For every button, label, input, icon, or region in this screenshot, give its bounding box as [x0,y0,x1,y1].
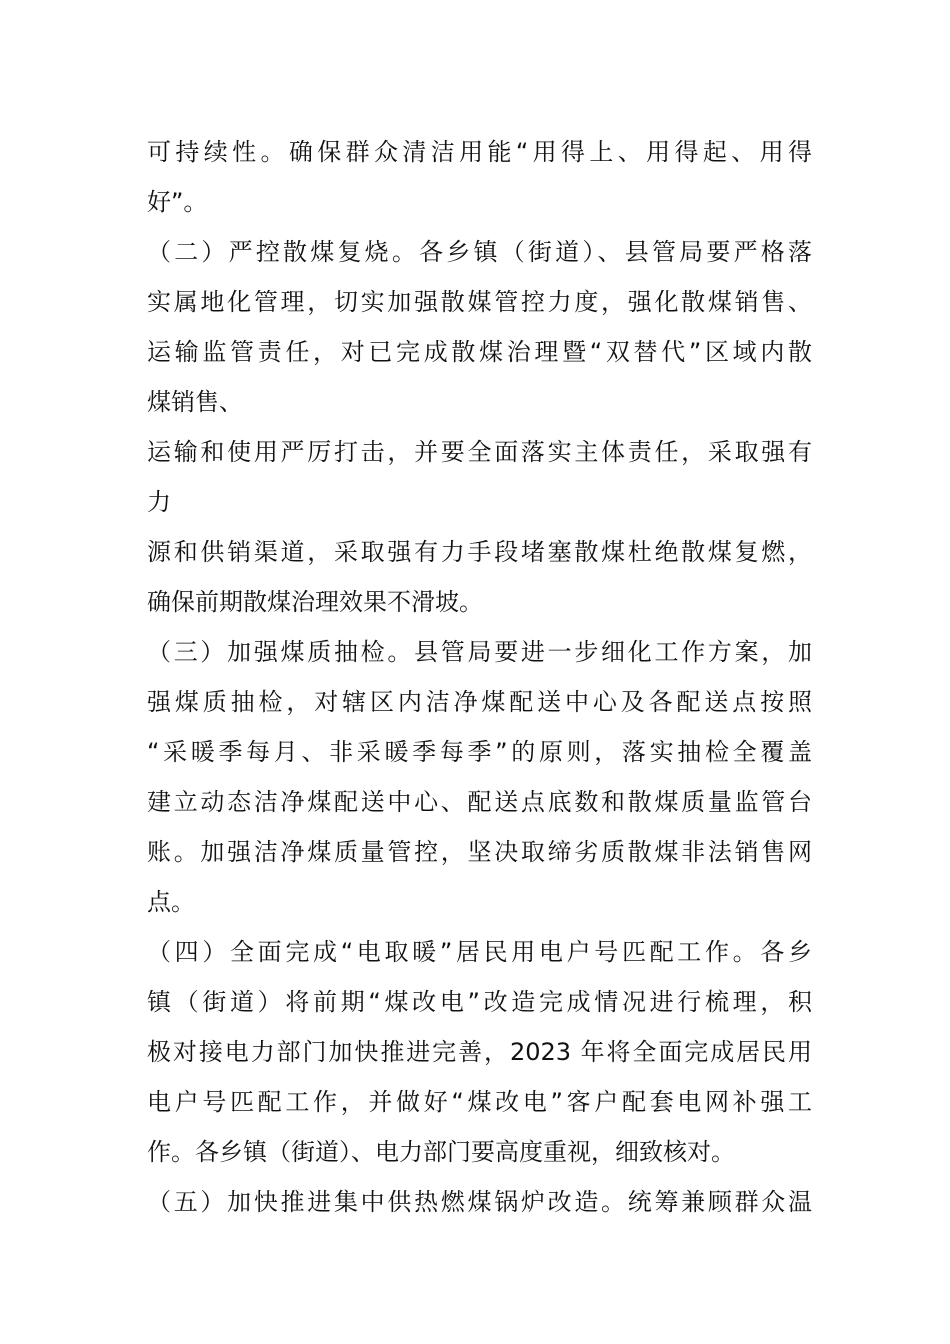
text-line: 好”。 [147,188,208,216]
text-line: 可持续性。确保群众清洁用能“用得上、用得起、用得 [147,138,812,166]
text-line: 确保前期散煤治理效果不滑坡。 [147,588,483,616]
text-line: 强煤质抽检，对辖区内洁净煤配送中心及各配送点按照 [147,688,812,716]
text-line: 镇（街道）将前期“煤改电”改造完成情况进行梳理，积 [147,988,812,1016]
text-line: （四）全面完成“电取暖”居民用电户号匹配工作。各乡 [147,938,812,966]
text-line: 运输和使用严厉打击，并要全面落实主体责任，采取强有 [147,438,812,466]
text-line: 实属地化管理，切实加强散媒管控力度，强化散煤销售、 [147,288,812,316]
text-line: 煤销售、 [147,388,243,416]
text-line: 作。各乡镇（街道）、电力部门要高度重视，细致核对。 [147,1138,735,1166]
text-line: 运输监管责任，对已完成散煤治理暨“双替代”区域内散 [147,338,812,366]
text-line: 建立动态洁净煤配送中心、配送点底数和散煤质量监管台 [147,788,812,816]
text-line: 点。 [147,888,195,916]
text-line: （二）严控散煤复烧。各乡镇（街道）、县管局要严格落 [147,238,812,266]
text-line: 电户号匹配工作，并做好“煤改电”客户配套电网补强工 [147,1088,812,1116]
text-line: 账。加强洁净煤质量管控，坚决取缔劣质散煤非法销售网 [147,838,812,866]
text-line: “采暖季每月、非采暖季每季”的原则，落实抽检全覆盖 [147,738,812,766]
text-line: 源和供销渠道，采取强有力手段堵塞散煤杜绝散煤复燃， [147,538,812,566]
text-line: （三）加强煤质抽检。县管局要进一步细化工作方案，加 [147,638,812,666]
text-line: 极对接电力部门加快推进完善，2023 年将全面完成居民用 [147,1038,812,1066]
text-line: （五）加快推进集中供热燃煤锅炉改造。统筹兼顾群众温 [147,1188,812,1216]
text-line: 力 [147,488,171,516]
